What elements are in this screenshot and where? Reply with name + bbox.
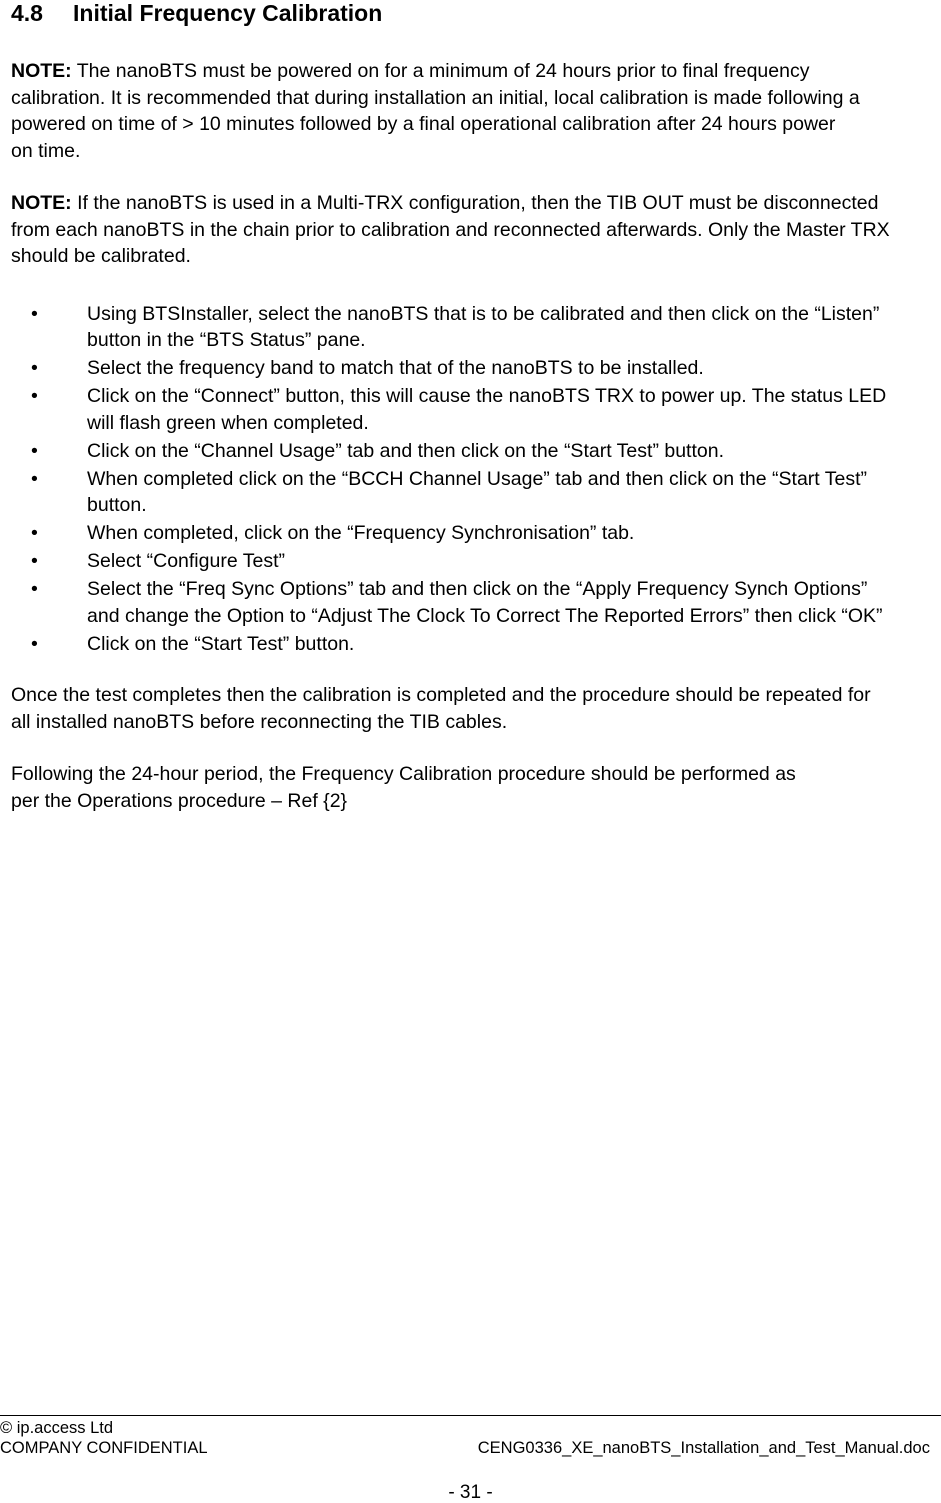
list-item (11, 576, 887, 629)
bullet-icon: • (31, 550, 38, 572)
footer-divider (0, 1415, 941, 1416)
bullet-icon: • (31, 357, 38, 379)
bullet-icon: • (31, 632, 38, 655)
step-text: Select the “Freq Sync Options” tab and then click on the “Apply Frequency Synch Options” and change the Option to “Adjust The Clock To Correct The Reported Errors” then click “OK” (87, 578, 883, 627)
list-item (11, 383, 887, 436)
document-body (11, 0, 911, 814)
page-number: - 31 - (448, 1482, 493, 1503)
footer-confidential: COMPANY CONFIDENTIAL (0, 1439, 208, 1457)
step-text: When completed, click on the “Frequency Synchronisation” tab. (87, 522, 635, 544)
step-text: Select “Configure Test” (87, 550, 285, 572)
section-number: 4.8 (11, 0, 43, 26)
bullet-icon: • (31, 467, 38, 490)
bullet-icon: • (31, 302, 38, 325)
section-title: Initial Frequency Calibration (73, 0, 383, 26)
list-item (11, 548, 887, 575)
note-paragraph (11, 190, 901, 270)
note-text: If the nanoBTS is used in a Multi-TRX configuration, then the TIB OUT must be disconnected from each nanoBTS in the chain prior to calibration and reconnected afterwards. Only the Master TRX should be calibrated. (11, 192, 890, 267)
step-text: Click on the “Connect” button, this will cause the nanoBTS TRX to power up. The status LED will flash green when completed. (87, 385, 887, 434)
bullet-icon: • (31, 522, 38, 544)
note-text: The nanoBTS must be powered on for a minimum of 24 hours prior to final frequency calibration. It is recommended that during installation an initial, local calibration is made following a powered on time of > 10 minutes followed by a final operational calibration after 24 hours power on time. (11, 60, 860, 162)
steps-list (11, 301, 911, 658)
footer-copyright: © ip.access Ltd (0, 1419, 114, 1437)
section-heading (11, 0, 911, 26)
bullet-icon: • (31, 439, 38, 462)
note-label: NOTE: (11, 192, 72, 214)
note-paragraph (11, 58, 861, 164)
step-text: Using BTSInstaller, select the nanoBTS that is to be calibrated and then click on the “Listen” button in the “BTS Status” pane. (87, 302, 880, 351)
step-text: Click on the “Start Test” button. (87, 632, 355, 655)
footer-document-name: CENG0336_XE_nanoBTS_Installation_and_Test_Manual.doc (477, 1439, 930, 1457)
bullet-icon: • (31, 385, 38, 407)
list-item (11, 355, 887, 382)
list-item (11, 466, 907, 519)
closing-paragraph: Following the 24-hour period, the Frequency Calibration procedure should be performed as per the Operations procedure – Ref {2} (11, 763, 796, 812)
list-item (11, 301, 887, 354)
step-text: Select the frequency band to match that of the nanoBTS to be installed. (87, 357, 704, 379)
closing-paragraph: Once the test completes then the calibration is completed and the procedure should be repeated for all installed nanoBTS before reconnecting the TIB cables. (11, 684, 871, 733)
list-item (11, 520, 887, 547)
list-item (11, 631, 887, 658)
step-text: When completed click on the “BCCH Channel Usage” tab and then click on the “Start Test” button. (87, 467, 868, 516)
list-item (11, 438, 907, 465)
step-text: Click on the “Channel Usage” tab and then click on the “Start Test” button. (87, 439, 724, 462)
bullet-icon: • (31, 578, 38, 600)
note-label: NOTE: (11, 60, 72, 82)
